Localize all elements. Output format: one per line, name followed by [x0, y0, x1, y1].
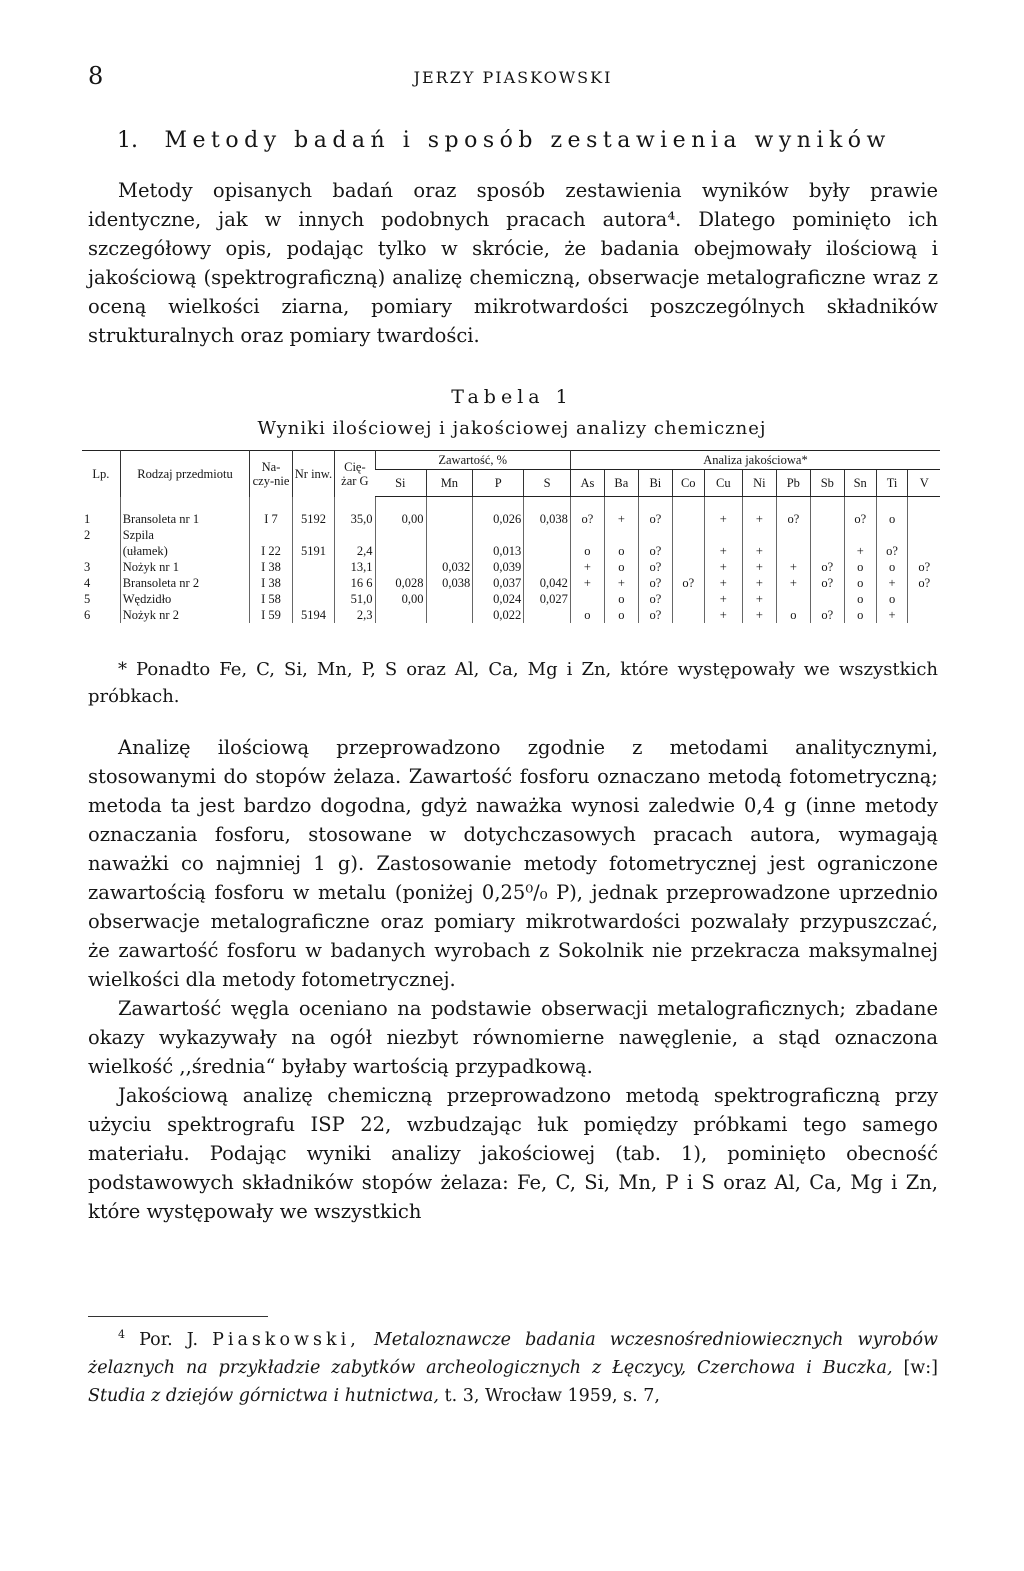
header-sn: Sn	[844, 470, 876, 497]
table-cell: o	[570, 607, 604, 623]
table-cell: Bransoleta nr 1	[120, 497, 250, 528]
table-cell	[524, 559, 571, 575]
table-cell: 13,1	[335, 559, 375, 575]
table-cell: Nożyk nr 1	[120, 559, 250, 575]
table-cell: +	[604, 575, 638, 591]
reference-in: [w:]	[903, 1358, 938, 1378]
reference-title: Metaloznawcze badania wczesnośredniowiecznych wyrobów żelaznych na przykładzie zabytków archeologicznych z Łęczycy, Czerchowa i Buczka,	[88, 1330, 938, 1378]
table-cell: I 59	[250, 607, 292, 623]
table-cell: 51,0	[335, 591, 375, 607]
analysis-paragraph: Zawartość węgla oceniano na podstawie obserwacji metalograficznych; zbadane okazy wykazywały na ogół niezbyt równomierne nawęglenie, a stąd oznaczona wielkość ,,średnia“ byłaby wartością przypadkową.	[88, 997, 938, 1078]
reference-footnote	[88, 1326, 938, 1410]
header-zawartosc: Zawartość, %	[375, 451, 570, 470]
table-cell: 35,0	[335, 497, 375, 528]
table-cell	[908, 543, 940, 559]
header-as: As	[570, 470, 604, 497]
table-cell	[570, 591, 604, 607]
table-cell: 0,032	[426, 559, 473, 575]
table-cell: o	[604, 543, 638, 559]
analysis-paragraph: Analizę ilościową przeprowadzono zgodnie z metodami analitycznymi, stosowanymi do stopów żelaza. Zawartość fosforu oznaczano metodą fotometryczną; metoda ta jest bardzo dogodna, gdyż naważka wynosi zaledwie 0,4 g (inne metody oznaczania fosforu, stosowane w dotychczasowych pracach autora, wymagają naważki co najmniej 1 g). Zastosowanie metody fotometrycznej jest ograniczone zawartością fosforu w metalu (poniżej 0,25⁰/₀ P), jednak przeprowadzone uprzednio obserwacje metalograficzne oraz pomiary mikrotwardości pozwalały przypuszczać, że zawartość fosforu w badanych wyrobach z Sokolnik nie przekracza maksymalnej wielkości dla metody fotometrycznej.	[88, 736, 938, 991]
header-analiza: Analiza jakościowa*	[570, 451, 940, 470]
header-s: S	[524, 470, 571, 497]
table-cell: o?	[638, 559, 672, 575]
table-cell	[776, 591, 810, 607]
table-cell: +	[776, 575, 810, 591]
reference-number: 4	[118, 1328, 125, 1342]
table-cell: +	[704, 559, 742, 575]
table-cell	[524, 527, 571, 543]
header-ciezar: Cię-żar G	[335, 451, 375, 497]
table-cell	[375, 559, 426, 575]
table-cell: o	[570, 543, 604, 559]
table-cell: I 38	[250, 559, 292, 575]
table-cell	[810, 543, 844, 559]
table-cell: 2,3	[335, 607, 375, 623]
table-cell: 0,038	[426, 575, 473, 591]
table-row	[82, 591, 940, 607]
table-cell: o	[844, 607, 876, 623]
table-cell: +	[704, 591, 742, 607]
section-number: 1.	[117, 128, 138, 153]
table-cell	[776, 543, 810, 559]
table-cell: +	[742, 543, 776, 559]
table-cell	[426, 527, 473, 543]
section-heading	[117, 128, 891, 153]
table-cell: +	[570, 559, 604, 575]
section-title-text: Metody badań i sposób zestawienia wyników	[164, 128, 891, 153]
header-pb: Pb	[776, 470, 810, 497]
table-cell: o?	[672, 575, 704, 591]
table-cell: 0,00	[375, 497, 426, 528]
table-cell: o	[844, 559, 876, 575]
table-cell: Nożyk nr 2	[120, 607, 250, 623]
table-row	[82, 527, 940, 543]
header-lp: Lp.	[92, 466, 110, 481]
footnote-rule	[88, 1316, 268, 1317]
table-cell: +	[704, 543, 742, 559]
table-cell	[292, 527, 334, 543]
page-number: 8	[88, 62, 104, 90]
reference-text	[88, 1326, 938, 1410]
table-cell: o	[776, 607, 810, 623]
table-cell: o	[604, 607, 638, 623]
header-ba: Ba	[604, 470, 638, 497]
table-cell: 6	[84, 608, 91, 622]
table-cell	[292, 575, 334, 591]
table-cell	[426, 591, 473, 607]
table-cell: 5191	[292, 543, 334, 559]
table-cell: +	[876, 607, 908, 623]
table-cell: +	[704, 607, 742, 623]
table-cell: o?	[638, 543, 672, 559]
table-cell	[570, 527, 604, 543]
table-cell: +	[742, 575, 776, 591]
table-label: Tabela 1	[451, 386, 573, 408]
table-cell: +	[742, 559, 776, 575]
table-cell	[810, 527, 844, 543]
table-cell: +	[742, 497, 776, 528]
table-cell: 4	[84, 576, 91, 590]
table-cell: 0,00	[375, 591, 426, 607]
table-cell: I 22	[250, 543, 292, 559]
table-cell: o	[844, 591, 876, 607]
table-cell	[672, 559, 704, 575]
analysis-paragraph: Jakościową analizę chemiczną przeprowadzono metodą spektrograficzną przy użyciu spektrografu ISP 22, wzbudzając łuk pomiędzy próbkami tego samego materiału. Podając wyniki analizy jakościowej (tab. 1), pominięto obecność podstawowych składników stopów żelaza: Fe, C, Si, Mn, P i S oraz Al, Ca, Mg i Zn, które występowały we wszystkich	[88, 1084, 938, 1223]
table-row	[82, 575, 940, 591]
table-cell	[742, 527, 776, 543]
reference-lead: Por. J.	[139, 1330, 199, 1350]
table-cell: I 58	[250, 591, 292, 607]
table-cell	[426, 607, 473, 623]
results-table	[82, 450, 940, 623]
table-cell	[638, 527, 672, 543]
header-naczynie: Na-czy-nie	[250, 451, 292, 497]
header-ni: Ni	[742, 470, 776, 497]
table-cell: 5194	[292, 607, 334, 623]
header-v: V	[908, 470, 940, 497]
table-cell	[524, 543, 571, 559]
table-cell	[524, 607, 571, 623]
header-sb: Sb	[810, 470, 844, 497]
table-cell	[82, 543, 120, 559]
table-cell: Wędzidło	[120, 591, 250, 607]
table-cell: o?	[810, 575, 844, 591]
table-cell: o?	[776, 497, 810, 528]
table-cell	[908, 527, 940, 543]
table-cell	[776, 527, 810, 543]
table-cell: 0,022	[473, 607, 524, 623]
table-cell	[810, 497, 844, 528]
table-cell: 16 6	[335, 575, 375, 591]
table-cell: o?	[570, 497, 604, 528]
table-cell: 0,042	[524, 575, 571, 591]
analysis-text	[88, 733, 938, 1226]
table-cell: o	[844, 575, 876, 591]
table-cell	[672, 607, 704, 623]
running-head-author: JERZY PIASKOWSKI	[413, 68, 613, 87]
table-cell	[672, 527, 704, 543]
table-cell	[876, 527, 908, 543]
reference-details: t. 3, Wrocław 1959, s. 7,	[444, 1386, 660, 1406]
reference-author: Piaskowski,	[212, 1330, 360, 1350]
table-body	[82, 497, 940, 624]
running-head	[88, 62, 938, 96]
table-cell: o?	[810, 607, 844, 623]
table-cell	[426, 543, 473, 559]
table-cell	[250, 527, 292, 543]
table-cell: +	[776, 559, 810, 575]
header-mn: Mn	[426, 470, 473, 497]
table-cell: o?	[908, 575, 940, 591]
table-cell	[335, 527, 375, 543]
table-cell: o?	[876, 543, 908, 559]
table-cell	[292, 559, 334, 575]
table-cell: 0,027	[524, 591, 571, 607]
table-cell	[810, 591, 844, 607]
table-cell	[292, 591, 334, 607]
table-row	[82, 497, 940, 528]
intro-paragraph: Metody opisanych badań oraz sposób zestawienia wyników były prawie identyczne, jak w innych podobnych pracach autora⁴. Dlatego pominięto ich szczegółowy opis, podając tylko w skrócie, że badania obejmowały ilościową i jakościową (spektrograficzną) analizę chemiczną, obserwacje metalograficzne wraz z oceną wielkości ziarna, pomiary mikrotwardości poszczególnych składników strukturalnych oraz pomiary twardości.	[88, 179, 938, 347]
table-cell: o	[876, 591, 908, 607]
header-cu: Cu	[704, 470, 742, 497]
table-cell: o?	[638, 575, 672, 591]
table-cell: (ułamek)	[120, 543, 250, 559]
table-caption: Wyniki ilościowej i jakościowej analizy chemicznej	[257, 418, 767, 439]
table-cell: 0,028	[375, 575, 426, 591]
table-cell: o?	[638, 497, 672, 528]
table-cell: o?	[638, 607, 672, 623]
table-footnote-text: * Ponadto Fe, C, Si, Mn, P, S oraz Al, Ca, Mg i Zn, które występowały we wszystkich próbkach.	[88, 659, 938, 707]
table-cell: 5192	[292, 497, 334, 528]
table-cell: Szpila	[120, 527, 250, 543]
table-row	[82, 559, 940, 575]
table-cell	[473, 527, 524, 543]
table-footnote	[88, 656, 938, 710]
table-cell: 0,026	[473, 497, 524, 528]
table-cell: 0,038	[524, 497, 571, 528]
table-cell: 1	[84, 511, 91, 526]
header-bi: Bi	[638, 470, 672, 497]
table-cell: Bransoleta nr 2	[120, 575, 250, 591]
table-cell: +	[570, 575, 604, 591]
table-cell: o	[604, 559, 638, 575]
table-row	[82, 607, 940, 623]
table-cell	[908, 497, 940, 528]
table-row	[82, 543, 940, 559]
table-cell: 0,013	[473, 543, 524, 559]
table-cell	[672, 591, 704, 607]
table-cell: o	[604, 591, 638, 607]
header-p: P	[473, 470, 524, 497]
table-cell	[704, 527, 742, 543]
table-cell	[375, 607, 426, 623]
table-cell: +	[704, 575, 742, 591]
table-cell: o?	[908, 559, 940, 575]
table-cell: o	[876, 559, 908, 575]
table-cell: 3	[84, 560, 91, 574]
table-cell: 2,4	[335, 543, 375, 559]
intro-text	[88, 176, 938, 350]
table-cell: 0,024	[473, 591, 524, 607]
table-cell: I 38	[250, 575, 292, 591]
header-nr-inw: Nr inw.	[292, 451, 334, 497]
table-cell	[375, 527, 426, 543]
table-cell	[426, 497, 473, 528]
reference-source: Studia z dziejów górnictwa i hutnictwa,	[88, 1386, 439, 1406]
table-cell: +	[742, 591, 776, 607]
table-cell: +	[876, 575, 908, 591]
table-cell	[672, 497, 704, 528]
table-cell: o?	[810, 559, 844, 575]
table-cell: 5	[84, 592, 91, 606]
table-cell	[672, 543, 704, 559]
table-cell: 0,037	[473, 575, 524, 591]
table-cell	[604, 527, 638, 543]
table-cell	[375, 543, 426, 559]
header-ti: Ti	[876, 470, 908, 497]
table-cell: +	[742, 607, 776, 623]
table-cell: o	[876, 497, 908, 528]
table-cell: o?	[638, 591, 672, 607]
table-cell: 0,039	[473, 559, 524, 575]
table-cell: +	[844, 543, 876, 559]
table-cell: 2	[84, 528, 91, 542]
table-cell	[908, 591, 940, 607]
table-cell: I 7	[250, 497, 292, 528]
table-cell	[844, 527, 876, 543]
header-si: Si	[375, 470, 426, 497]
header-rodzaj: Rodzaj przedmiotu	[120, 451, 250, 497]
table-cell	[908, 607, 940, 623]
table-cell: +	[604, 497, 638, 528]
table-cell: +	[704, 497, 742, 528]
header-co: Co	[672, 470, 704, 497]
table-cell: o?	[844, 497, 876, 528]
